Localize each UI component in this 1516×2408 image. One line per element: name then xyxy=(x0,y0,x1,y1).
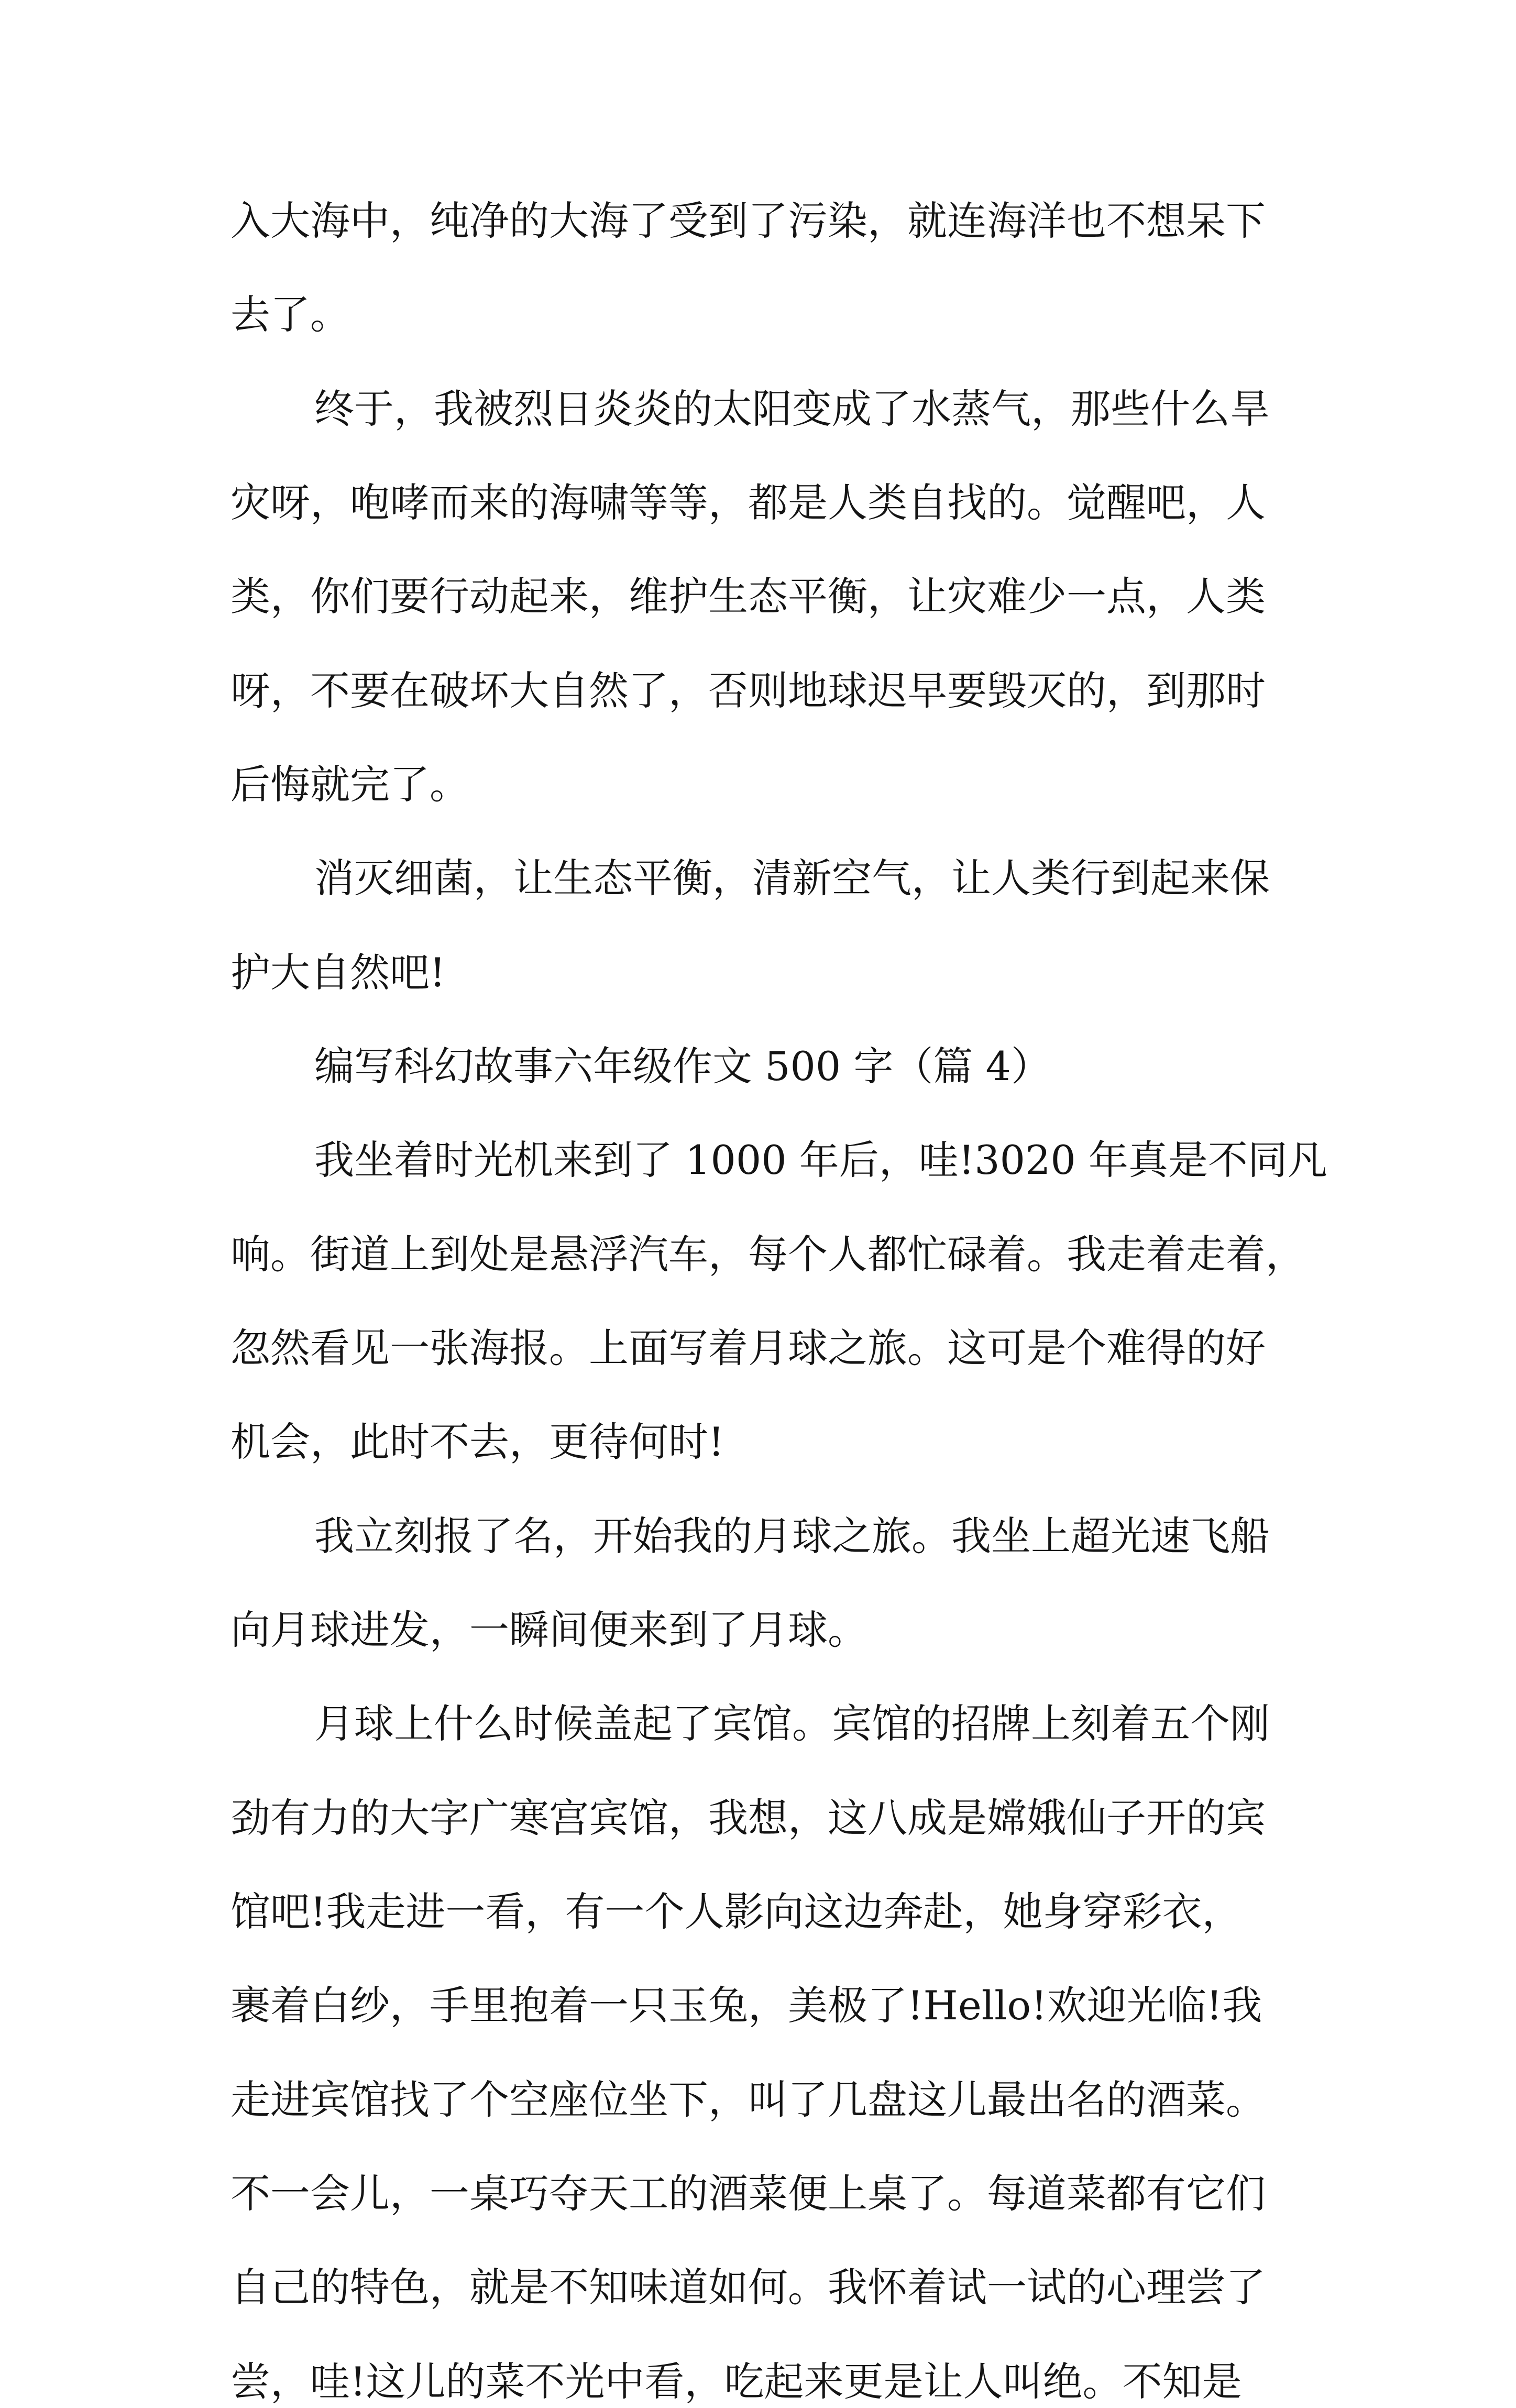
text-line: 走进宾馆找了个空座位坐下，叫了几盘这儿最出名的酒菜。 xyxy=(230,2076,1266,2123)
text-line: 不一会儿，一桌巧夺天工的酒菜便上桌了。每道菜都有它们 xyxy=(230,2170,1266,2217)
text-line: 机会，此时不去，更待何时! xyxy=(230,1419,724,1466)
text-line: 护大自然吧! xyxy=(230,949,446,996)
text-line: 自己的特色，就是不知味道如何。我怀着试一试的心理尝了 xyxy=(230,2264,1266,2311)
text-line: 响。街道上到处是悬浮汽车，每个人都忙碌着。我走着走着， xyxy=(230,1230,1305,1278)
text-line: 灾呀，咆哮而来的海啸等等，都是人类自找的。觉醒吧，人 xyxy=(230,479,1266,526)
text-line: 后悔就完了。 xyxy=(230,761,469,808)
paragraph-start-line: 我坐着时光机来到了 1000 年后，哇!3020 年真是不同凡 xyxy=(314,1137,1327,1184)
text-line: 呀，不要在破坏大自然了，否则地球迟早要毁灭的，到那时 xyxy=(230,667,1266,714)
text-line: 尝，哇!这儿的菜不光中看，吃起来更是让人叫绝。不知是 xyxy=(230,2358,1242,2405)
paragraph-start-line: 我立刻报了名，开始我的月球之旅。我坐上超光速飞船 xyxy=(314,1512,1270,1559)
paragraph-start-line: 终于，我被烈日炎炎的太阳变成了水蒸气，那些什么旱 xyxy=(314,385,1270,432)
text-line: 裹着白纱，手里抱着一只玉兔，美极了!Hello!欢迎光临!我 xyxy=(230,1982,1262,2029)
text-line: 劲有力的大字广寒宫宾馆，我想，这八成是嫦娥仙子开的宾 xyxy=(230,1794,1266,1841)
text-line: 馆吧!我走进一看，有一个人影向这边奔赴，她身穿彩衣， xyxy=(230,1888,1242,1936)
text-line: 类，你们要行动起来，维护生态平衡，让灾难少一点，人类 xyxy=(230,573,1266,620)
section-heading: 编写科幻故事六年级作文 500 字（篇 4） xyxy=(314,1043,1051,1090)
text-line: 忽然看见一张海报。上面写着月球之旅。这可是个难得的好 xyxy=(230,1325,1266,1372)
text-line: 向月球进发，一瞬间便来到了月球。 xyxy=(230,1607,867,1654)
paragraph-start-line: 消灭细菌，让生态平衡，清新空气，让人类行到起来保 xyxy=(314,855,1270,902)
paragraph-start-line: 月球上什么时候盖起了宾馆。宾馆的招牌上刻着五个刚 xyxy=(314,1700,1270,1747)
text-line: 去了。 xyxy=(230,291,350,338)
text-line: 入大海中，纯净的大海了受到了污染，就连海洋也不想呆下 xyxy=(230,197,1266,244)
